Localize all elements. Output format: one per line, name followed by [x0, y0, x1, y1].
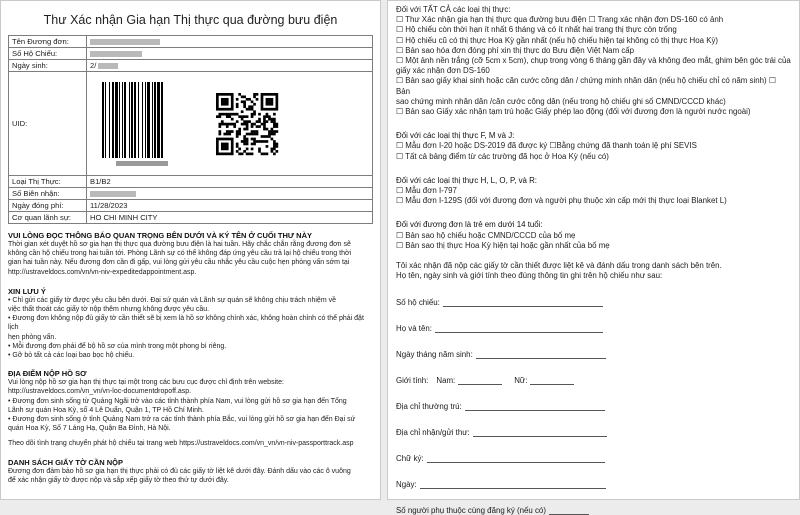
checklist-item[interactable]: ☐ Bản sao hóa đơn đóng phí xin thị thực do Bưu điện Việt Nam cấp: [396, 45, 635, 55]
table-row: [9, 188, 373, 200]
date-field[interactable]: Ngày:: [396, 463, 791, 489]
all-visa-checklist: [396, 15, 791, 117]
row-value: B1/B2: [87, 176, 373, 188]
redacted-block: [90, 51, 142, 57]
redacted-block: [90, 39, 160, 45]
notice-body: Thời gian xét duyệt hồ sơ gia hạn thị thực qua đường bưu điện là hai tuần. Hãy chắc chắn rằng đương đơn sẽ không cần hộ chiếu trong hai tuần tới. Phòng Lãnh sự có thể không đáp ứng yêu cầu trả lại hộ chiếu trong thời gian hai tuần này. Nếu đương đơn cần đi gấp, vui lòng gửi yêu cầu nhắc yêu cầu cuộc hẹn phỏng vấn sớm tại http://ustraveldocs.com/vn/vn-niv-expeditedappointment.asp.: [8, 241, 352, 276]
row-label: Ngày sinh:: [9, 60, 87, 72]
row-value: [87, 36, 373, 48]
full-name-field[interactable]: Họ và tên:: [396, 307, 791, 333]
table-row: [9, 176, 373, 188]
row-label: Ngày đóng phí:: [9, 200, 87, 212]
location-heading: ĐỊA ĐIỂM NỘP HỒ SƠ: [8, 369, 87, 379]
row-label: Tên Đương đơn:: [9, 36, 87, 48]
barcode-image: [100, 78, 188, 170]
fmj-checklist: [396, 141, 791, 161]
mailing-address-field[interactable]: Địa chỉ nhận/gửi thư:: [396, 411, 791, 437]
row-value: 2/: [87, 60, 373, 72]
qr-code-image: [216, 93, 278, 155]
fmj-heading: Đối với các loại thị thực F, M và J:: [396, 131, 515, 141]
gender-field[interactable]: Giới tính: Nam: Nữ:: [396, 359, 791, 385]
row-value: HO CHI MINH CITY: [87, 212, 373, 224]
row-label: Số Biên nhận:: [9, 188, 87, 200]
tracking-text: Theo dõi tình trạng chuyển phát hộ chiếu tại trang web https://ustraveldocs.com/vn_vn/vn-niv-passporttrack.asp: [8, 440, 354, 448]
checklist-item[interactable]: ☐ Thư Xác nhận gia hạn thị thực qua đường bưu điện ☐ Trang xác nhận đơn DS-160 có ảnh: [396, 15, 724, 25]
letter-title: Thư Xác nhận Gia hạn Thị thực qua đường bưu điện: [43, 13, 338, 27]
confirmation-letter-page-2: [387, 0, 800, 515]
checklist-item[interactable]: ☐ Bản sao Giấy xác nhận tạm trú hoặc Giấy phép lao động (đối với đương đơn là người nước ngoài): [396, 107, 751, 117]
uid-codes: [87, 72, 373, 176]
checklist-item[interactable]: ☐ Mẫu đơn I-797: [396, 186, 457, 196]
checklist-item[interactable]: ☐ Bản sao giấy khai sinh hoặc căn cước công dân / chứng minh nhân dân (nếu hộ chiếu chỉ có năm sinh) ☐ Bản: [396, 76, 776, 96]
note-body: • Chỉ gửi các giấy tờ được yêu cầu bên dưới. Đại sứ quán và Lãnh sự quán sẽ không chịu trách nhiệm về việc thất thoát các giấy tờ nộp thêm nhưng không được yêu cầu. • Đương đơn không nộp đủ giấy tờ cần thiết sẽ bị xem là hồ sơ không chính xác, không hoàn chỉnh có thể phải đặt lịch hẹn phỏng vấn. • Mỗi đương đơn phải để bộ hồ sơ của mình trong một phong bì riêng. • Gỡ bỏ tất cả các loại bao bọc hộ chiếu.: [8, 296, 364, 360]
checklist-item[interactable]: ☐ Mẫu đơn I-20 hoặc DS-2019 đã được ký ☐Bằng chứng đã thanh toán lệ phí SEVIS: [396, 141, 697, 151]
row-value: [87, 48, 373, 60]
row-label: Số Hộ Chiếu:: [9, 48, 87, 60]
permanent-address-field[interactable]: Địa chỉ thường trú:: [396, 385, 791, 411]
all-visa-heading: Đối với TẤT CẢ các loại thị thực:: [396, 5, 511, 14]
checklist-item[interactable]: ☐ Tất cả bảng điểm từ các trường đã học ở Hoa Kỳ (nếu có): [396, 151, 609, 161]
checklist-item[interactable]: ☐ Hộ chiếu cũ có thị thực Hoa Kỳ gần nhất (nếu hộ chiếu hiện tại không có thị thực Hoa Kỳ): [396, 35, 719, 45]
redacted-block: [90, 191, 136, 197]
redacted-block: [98, 63, 118, 69]
table-row: [9, 72, 373, 176]
docs-heading: DANH SÁCH GIẤY TỜ CẦN NỘP: [8, 457, 124, 467]
notice-heading: VUI LÒNG ĐỌC THÔNG BÁO QUAN TRỌNG BÊN DƯỚI VÀ KÝ TÊN Ở CUỐI THƯ NÀY: [8, 231, 312, 240]
signature-field[interactable]: Chữ ký:: [396, 437, 791, 463]
table-row: [9, 48, 373, 60]
table-row: [9, 200, 373, 212]
dob-field[interactable]: Ngày tháng năm sinh:: [396, 333, 791, 359]
docs-body: Đương đơn đảm bảo hồ sơ gia hạn thị thực phải có đủ các giấy tờ liệt kê dưới đây. Đánh dấu vào các ô vuông để xác nhận giấy tờ được nộp và sắp xếp giấy tờ theo thứ tự dưới đây.: [8, 467, 351, 484]
row-label: Cơ quan lãnh sự:: [9, 212, 87, 224]
hlopr-heading: Đối với các loại thị thực H, L, O, P, và R:: [396, 175, 537, 185]
hlopr-checklist: [396, 186, 791, 206]
checklist-item[interactable]: ☐ Mẫu đơn I-129S (đối với đương đơn và người phụ thuộc xin cấp mới thị thực loại Blanket L): [396, 196, 727, 206]
checklist-item-cont: giấy xác nhận đơn DS-160: [396, 66, 490, 76]
checklist-item[interactable]: ☐ Bản sao thị thực Hoa Kỳ hiện tại hoặc gần nhất của bố mẹ: [396, 240, 610, 250]
table-row: [9, 60, 373, 72]
table-row: [9, 212, 373, 224]
applicant-info-table: [8, 35, 373, 224]
passport-number-field[interactable]: Số hộ chiếu:: [396, 281, 791, 307]
checklist-item-cont: sao chứng minh nhân dân /căn cước công dân (nếu trong hộ chiếu ghi số CMND/CCCD khác): [396, 96, 726, 106]
table-row: [9, 36, 373, 48]
note-heading: XIN LƯU Ý: [8, 286, 46, 296]
checklist-item[interactable]: ☐ Hộ chiếu còn thời hạn ít nhất 6 tháng và có ít nhất hai trang thị thực còn trống: [396, 25, 677, 35]
row-value: [87, 188, 373, 200]
row-value: 11/28/2023: [87, 200, 373, 212]
confirmation-text: Tôi xác nhận đã nộp các giấy tờ cần thiết được liệt kê và đánh dấu trong danh sách bên trên. Họ tên, ngày sinh và giới tính theo đúng thông tin ghi trên hộ chiếu như sau:: [396, 261, 722, 281]
location-body: Vui lòng nộp hồ sơ gia hạn thị thực tại một trong các bưu cục được chỉ định trên website: http://ustraveldocs.com/vn_vn/vn-loc-documentdropoff.asp. • Đương đơn sinh sống từ Quảng Ngãi trở vào các tỉnh thành phía Nam, vui lòng gửi hồ sơ gia hạn đến Tổng Lãnh sự quán Hoa Kỳ, số 4 Lê Duẩn, Quận 1, TP Hồ Chí Minh. • Đương đơn sinh sống ở tỉnh Quảng Nam trở ra các tỉnh thành phía Bắc, vui lòng gửi hồ sơ gia hạn đến Đại sứ quán Hoa Kỳ, Số 7 Láng Hạ, Quận Ba Đình, Hà Nội.: [8, 379, 356, 433]
row-label: UID:: [9, 72, 87, 176]
checklist-item[interactable]: ☐ Một ảnh nền trắng (cỡ 5cm x 5cm), chụp trong vòng 6 tháng gần đây và không đeo mắt, ghim bên góc trái của: [396, 56, 791, 66]
checklist-item[interactable]: ☐ Bản sao hộ chiếu hoặc CMND/CCCD của bố mẹ: [396, 230, 576, 240]
confirmation-letter-page-1: [0, 0, 381, 500]
row-label: Loại Thị Thực:: [9, 176, 87, 188]
dependents-field[interactable]: Số người phụ thuộc cùng đăng ký (nếu có): [396, 489, 791, 515]
minor-checklist: [396, 231, 791, 251]
minor-heading: Đối với đương đơn là trẻ em dưới 14 tuổi:: [396, 220, 543, 230]
